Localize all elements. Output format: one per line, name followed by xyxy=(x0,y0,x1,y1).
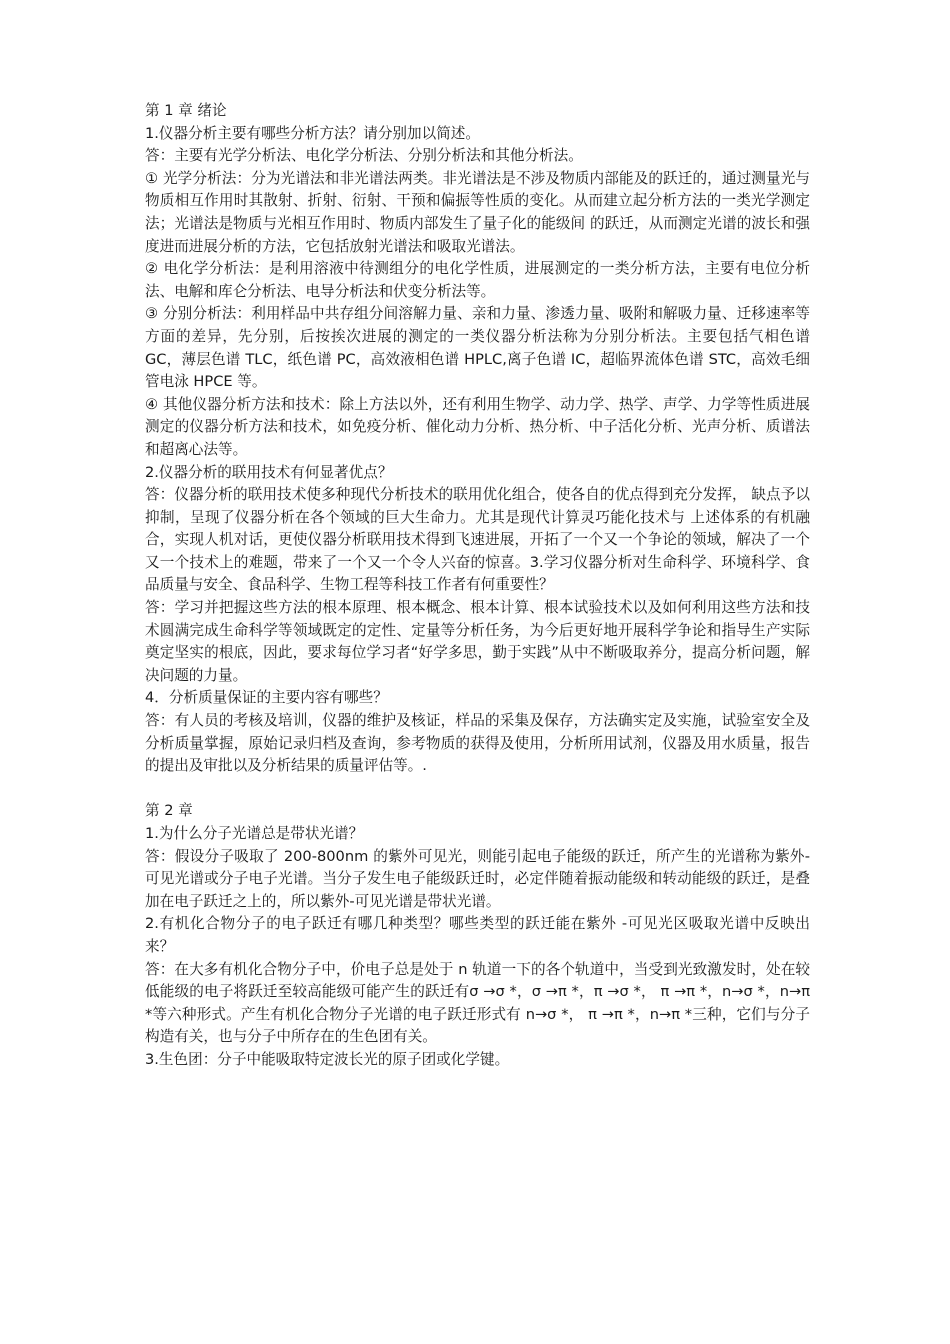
chapter-1-answer-1-electrochemical: ② 电化学分析法：是利用溶液中待测组分的电化学性质，进展测定的一类分析方法，主要有电位分析法、电解和库仑分析法、电导分析法和伏变分析法等。 xyxy=(145,260,810,300)
chapter-2-answer-1: 答：假设分子吸取了 200-800nm 的紫外可见光，则能引起电子能级的跃迁，所产生的光谱称为紫外-可见光谱或分子电子光谱。当分子发生电子能级跃迁时，必定伴随着振动能级和转动能级的跃迁，是叠加在电子跃迁之上的，所以紫外-可见光谱是带状光谱。 xyxy=(145,847,810,910)
chapter-2-answer-2: 答：在大多有机化合物分子中，价电子总是处于 n 轨道一下的各个轨道中，当受到光致激发时，处在较低能级的电子将跃迁至较高能级可能产生的跃迁有σ →σ *，σ →π *，π →σ *， π →π *，n→σ *，n→π *等六种形式。产生有机化合物分子光谱的电子跃迁形式有 n→σ *， π →π *，n→π *三种，它们与分子构造有关，也与分子中所存在的生色团有关。 xyxy=(145,960,810,1046)
chapter-1-answer-2: 答：仪器分析的联用技术使多种现代分析技术的联用优化组合，使各自的优点得到充分发挥， 缺点予以抑制，呈现了仪器分析在各个领域的巨大生命力。尤其是现代计算灵巧能化技术与 上述体系的有机融合，实现人机对话，更使仪器分析联用技术得到飞速进展，开拓了一个又一个争论的领域，解决了一个又一个技术上的难题，带来了一个又一个令人兴奋的惊喜。3.学习仪器分析对生命科学、环境科学、食品质量与安全、食品科学、生物工程等科技工作者有何重要性？ xyxy=(145,486,810,594)
document-page xyxy=(145,100,810,1072)
chapter-1-question-4: 4．分析质量保证的主要内容有哪些？ xyxy=(145,689,388,707)
chapter-1-heading: 第 1 章 绪论 xyxy=(145,102,227,119)
chapter-1-answer-1-other: ④ 其他仪器分析方法和技术：除上方法以外，还有利用生物学、动力学、热学、声学、力学等性质进展测定的仪器分析方法和技术，如免疫分析、催化动力分析、热分析、中子活化分析、光声分析、质谱法和超离心法等。 xyxy=(145,395,810,458)
chapter-1-answer-1-separation: ③ 分别分析法：利用样品中共存组分间溶解力量、亲和力量、渗透力量、吸附和解吸力量、迁移速率等方面的差异，先分别，后按挨次进展的测定的一类仪器分析法称为分别分析法。主要包括气相色谱 GC，薄层色谱 TLC，纸色谱 PC，高效液相色谱 HPLC,离子色谱 IC，超临界流体色谱 STC，高效毛细管电泳 HPCE 等。 xyxy=(145,305,810,391)
chapter-1-answer-3: 答：学习并把握这些方法的根本原理、根本概念、根本计算、根本试验技术以及如何利用这些方法和技术圆满完成生命科学等领域既定的定性、定量等分析任务，为今后更好地开展科学争论和指导生产实际奠定坚实的根底，因此，要求每位学习者“好学多思，勤于实践”从中不断吸取养分，提高分析问题，解决问题的力量。 xyxy=(145,599,810,684)
chapter-1-answer-1-intro: 答：主要有光学分析法、电化学分析法、分别分析法和其他分析法。 xyxy=(145,147,583,165)
chapter-1-question-1: 1.仪器分析主要有哪些分析方法？请分别加以简述。 xyxy=(145,124,480,142)
chapter-1-answer-4: 答：有人员的考核及培训，仪器的维护及核证，样品的采集及保存，方法确实定及实施，试验室安全及分析质量掌握，原始记录归档及查询，参考物质的获得及使用，分析所用试剂，仪器及用水质量，报告的提出及审批以及分析结果的质量评估等。. xyxy=(145,712,810,775)
chapter-2-question-3: 3.生色团：分子中能吸取特定波长光的原子团或化学键。 xyxy=(145,1050,510,1068)
chapter-2-question-2: 2.有机化合物分子的电子跃迁有哪几种类型？哪些类型的跃迁能在紫外 -可见光区吸取光谱中反映出来？ xyxy=(145,915,810,955)
chapter-2-heading: 第 2 章 xyxy=(145,802,193,820)
chapter-1-answer-1-optical: ① 光学分析法：分为光谱法和非光谱法两类。非光谱法是不涉及物质内部能及的跃迁的，通过测量光与物质相互作用时其散射、折射、衍射、干预和偏振等性质的变化。从而建立起分析方法的一类光学测定法；光谱法是物质与光相互作用时、物质内部发生了量子化的能级间 的跃迁，从而测定光谱的波长和强度进而进展分析的方法，它包括放射光谱法和吸取光谱法。 xyxy=(145,169,810,255)
chapter-2-question-1: 1.为什么分子光谱总是带状光谱？ xyxy=(145,825,364,842)
chapter-1-question-2: 2.仪器分析的联用技术有何显著优点？ xyxy=(145,463,393,481)
section-spacer xyxy=(145,778,810,801)
